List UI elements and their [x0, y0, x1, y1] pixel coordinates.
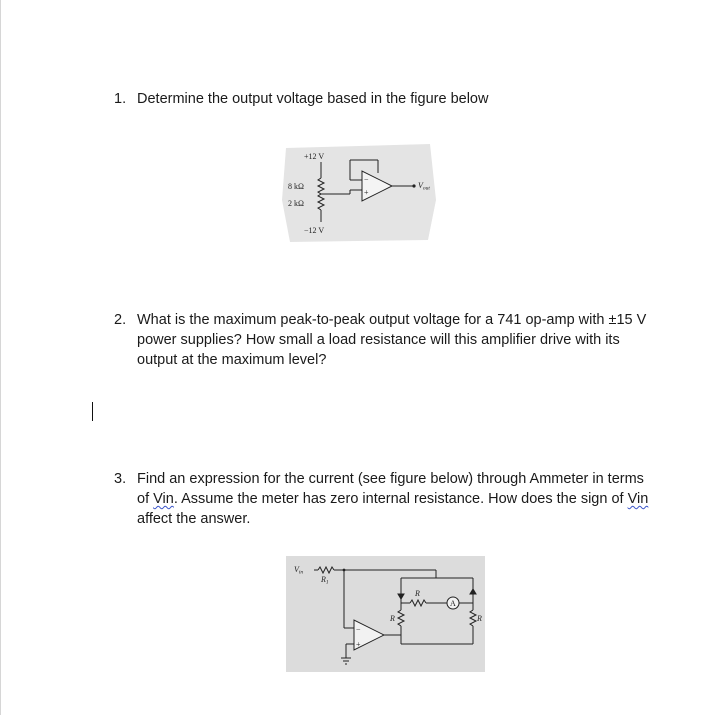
question-2-line: output at the maximum level?: [137, 352, 327, 368]
page-left-border: [0, 0, 1, 715]
figure-1-op-amp-circuit[interactable]: [280, 140, 440, 245]
fig1-plus-sign: +: [364, 188, 369, 197]
question-3-line: Find an expression for the current (see figure below) through Ammeter in terms: [137, 471, 644, 487]
question-3-line: of Vin. Assume the meter has zero internal resistance. How does the sign of Vin: [137, 491, 649, 507]
fig3-minus-sign: −: [356, 625, 361, 634]
fig3-r1-label: R1: [321, 575, 329, 586]
fig3-r-left-label: R: [390, 614, 395, 623]
fig3-plus-sign: +: [356, 640, 361, 649]
fig1-supply-pos-label: +12 V: [304, 152, 325, 161]
fig3-r-top-label: R: [415, 589, 420, 598]
question-1-text[interactable]: [137, 89, 687, 109]
question-3-text[interactable]: [137, 469, 687, 529]
question-3-line: affect the answer.: [137, 511, 251, 527]
fig3-ammeter-label: A: [450, 599, 456, 608]
text-cursor: [92, 402, 93, 421]
spellcheck-vin: Vin: [627, 491, 649, 507]
question-2-line: What is the maximum peak-to-peak output voltage for a 741 op-amp with ±15 V: [137, 312, 647, 328]
fig3-r-right-label: R: [477, 614, 482, 623]
question-1-number: 1.: [114, 91, 127, 107]
fig1-r-bottom-label: 2 kΩ: [288, 199, 304, 208]
fig1-supply-neg-label: −12 V: [304, 226, 325, 235]
question-2-number: 2.: [114, 312, 127, 328]
question-1-line: Determine the output voltage based in the figure below: [137, 91, 489, 107]
fig1-vout-label: Vout: [418, 181, 430, 192]
spellcheck-vin: Vin: [153, 491, 174, 507]
fig1-r-top-label: 8 kΩ: [288, 182, 304, 191]
figure-3-ammeter-circuit[interactable]: [286, 556, 485, 672]
fig1-minus-sign: −: [364, 175, 369, 184]
fig3-vin-label: Vin: [294, 565, 304, 576]
question-2-line: power supplies? How small a load resistance will this amplifier drive with its: [137, 332, 620, 348]
question-2-text[interactable]: [137, 310, 687, 370]
question-3-number: 3.: [114, 471, 127, 487]
